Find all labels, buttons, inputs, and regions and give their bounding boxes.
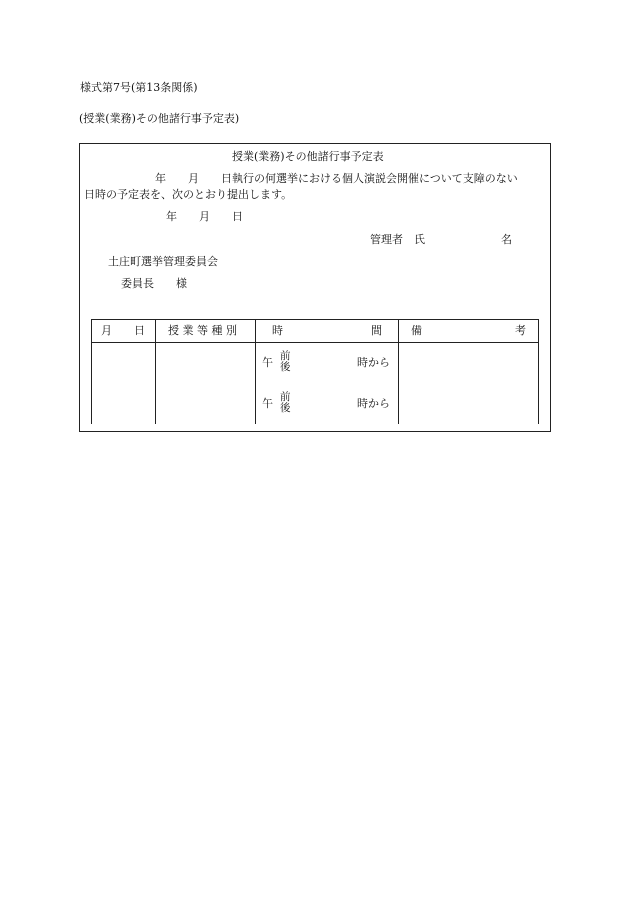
time-from-label: 時から [357,356,390,369]
table-col-divider [155,319,156,424]
submission-date: 年 月 日 [166,210,243,223]
table-col-divider [538,319,539,424]
am-label: 前 [280,350,291,362]
header-activity-type: 授 業 等 種 別 [168,324,237,337]
document-subtitle: (授業(業務)その他諸行事予定表) [79,112,240,125]
header-time-b: 間 [371,324,382,337]
pm-label: 後 [280,402,291,414]
recipient-organization: 土庄町選挙管理委員会 [108,255,218,268]
manager-name-suffix: 名 [501,233,512,246]
header-remarks-a: 備 [411,324,422,337]
header-day: 日 [134,324,145,337]
manager-label: 管理者 氏 [370,233,425,246]
header-month: 月 [101,324,112,337]
header-time-a: 時 [272,324,283,337]
header-remarks-b: 考 [515,324,526,337]
form-title: 授業(業務)その他諸行事予定表 [232,150,384,163]
am-label: 前 [280,391,291,403]
body-line-2: 日時の予定表を、次のとおり提出します。 [84,188,293,201]
recipient-title: 委員長 様 [121,277,187,290]
table-col-divider [398,319,399,424]
table-top-border [91,319,539,320]
pm-label: 後 [280,361,291,373]
table-col-divider [91,319,92,424]
noon-label: 午 [262,356,273,369]
table-col-divider [255,319,256,424]
time-from-label: 時から [357,397,390,410]
form-number: 様式第7号(第13条関係) [80,81,198,94]
body-line-1: 年 月 日執行の何選挙における個人演説会開催について支障のない [155,172,518,185]
table-header-separator [91,342,539,343]
noon-label: 午 [262,397,273,410]
